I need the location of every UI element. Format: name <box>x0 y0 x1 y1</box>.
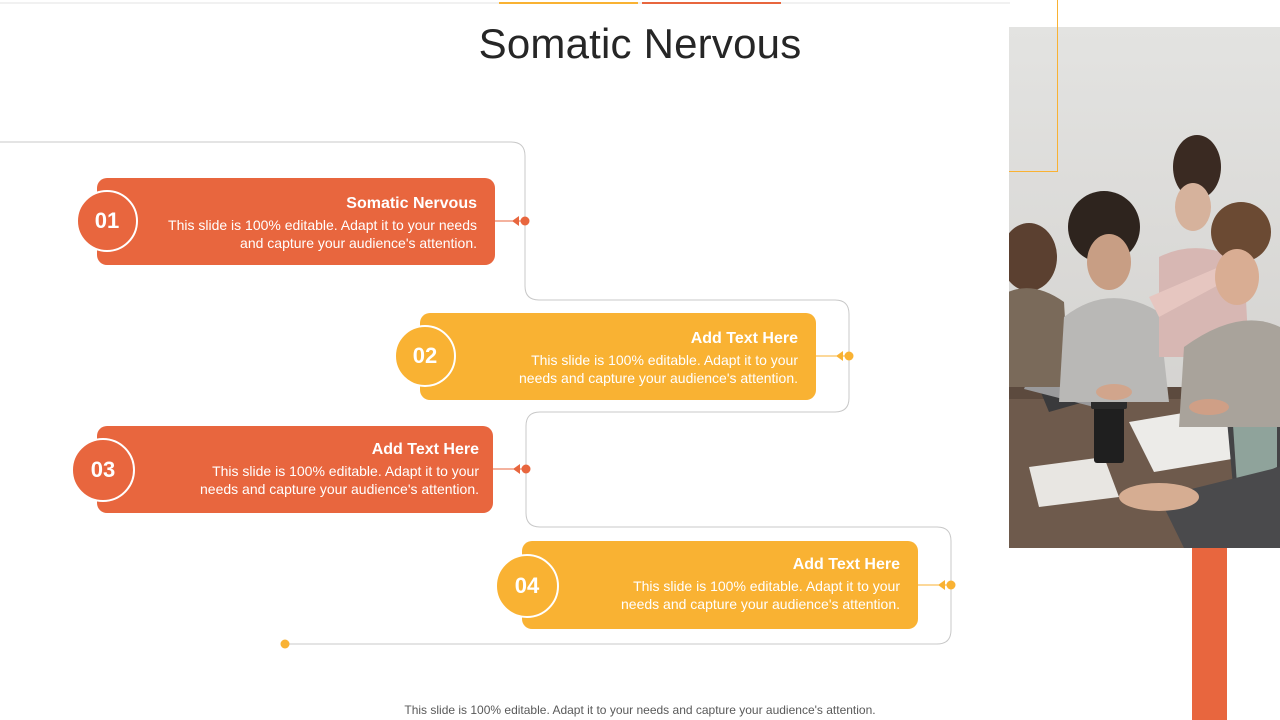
step-title: Add Text Here <box>690 330 798 347</box>
step-title: Add Text Here <box>792 556 900 573</box>
step-desc-line: and capture your audience's attention. <box>240 235 477 251</box>
step-desc-line: needs and capture your audience's attention. <box>621 596 900 612</box>
step-desc-line: This slide is 100% editable. Adapt it to your needs <box>168 217 477 233</box>
step-desc-line: This slide is 100% editable. Adapt it to your <box>212 463 479 479</box>
step-card-02 <box>420 313 816 400</box>
step-title: Somatic Nervous <box>346 195 477 212</box>
step-card-03 <box>97 426 493 513</box>
frame-line-horizontal <box>1009 171 1058 172</box>
path-end-dot <box>281 640 290 649</box>
team-meeting-photo <box>1009 27 1280 548</box>
step-number-03: 03 <box>71 438 135 502</box>
step-desc-line: needs and capture your audience's attention. <box>519 370 798 386</box>
marker-03 <box>513 464 531 474</box>
step-card-01 <box>97 178 495 265</box>
side-accent-bar <box>1192 548 1227 720</box>
step-title: Add Text Here <box>371 441 479 458</box>
frame-line-vertical <box>1057 0 1058 172</box>
step-number-04: 04 <box>495 554 559 618</box>
step-desc-line: needs and capture your audience's attention. <box>200 481 479 497</box>
step-desc-line: This slide is 100% editable. Adapt it to your <box>633 578 900 594</box>
step-card-04 <box>522 541 918 629</box>
step-number-02: 02 <box>394 325 456 387</box>
step-number-01: 01 <box>76 190 138 252</box>
marker-02 <box>836 351 854 361</box>
marker-04 <box>938 580 956 590</box>
marker-01 <box>512 216 530 226</box>
step-desc-line: This slide is 100% editable. Adapt it to your <box>531 352 798 368</box>
slide-title: Somatic Nervous <box>478 20 802 67</box>
footer-note: This slide is 100% editable. Adapt it to your needs and capture your audience's attention. <box>404 703 876 717</box>
